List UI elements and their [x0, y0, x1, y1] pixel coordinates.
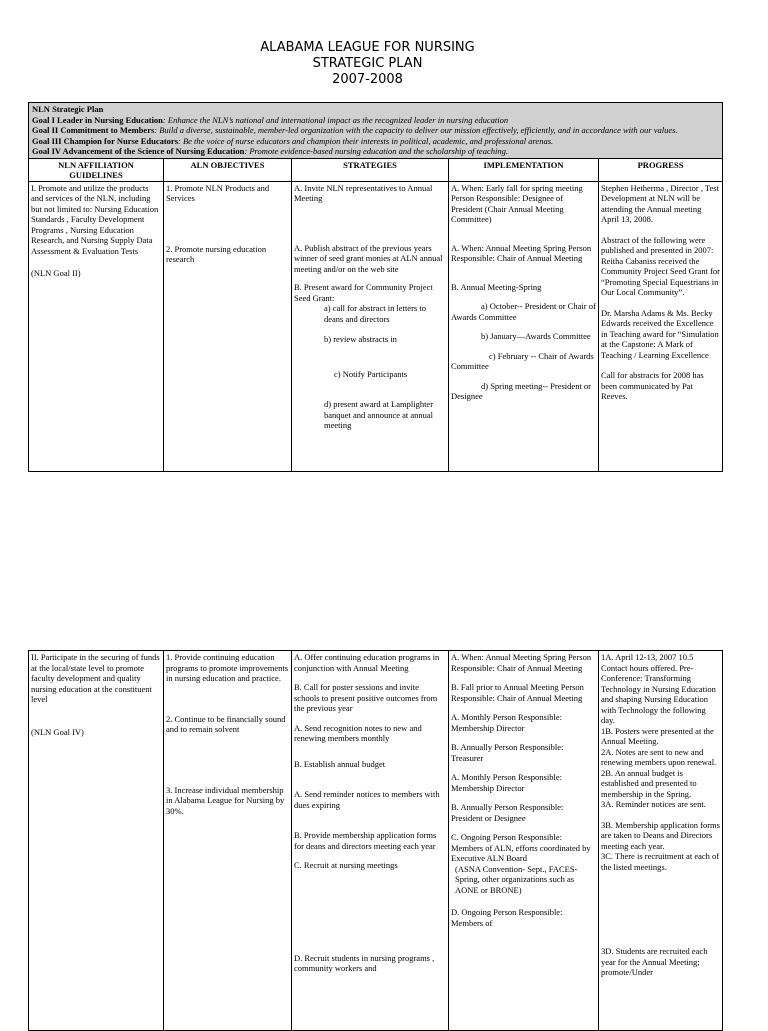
- guideline-cell: [29, 181, 164, 471]
- table-row: [29, 651, 723, 1031]
- progress-item: Dr. Marsha Adams & Ms. Becky Edwards received the Excellence in Teaching award for “Simulation at the Capstone: A Mark of Teaching / Learning Excellence: [601, 307, 719, 360]
- objective-item: 2. Continue to be financially sound and to remain solvent: [166, 713, 286, 734]
- strategy-item: B. Call for poster sessions and invite schools to present positive outcomes from the previous year: [294, 682, 438, 713]
- guideline-cell: [29, 651, 164, 1031]
- objective-item: 3. Increase individual membership in Alabama League for Nursing by 30%.: [166, 784, 285, 816]
- goal-4: Goal IV Advancement of the Science of Nursing Education: Promote evidence-based nursing education and the scholarship of teaching.: [32, 146, 508, 156]
- goal-3: Goal III Champion for Nurse Educators: Be the voice of nurse educators and champion their interests in political, academic, and professional arenas.: [32, 135, 554, 146]
- document-title: [0, 40, 735, 88]
- progress-item: 2A. Notes are sent to new and renewing members upon renewal.: [601, 746, 717, 767]
- implementation-item: A. When: Early fall for spring meeting Person Responsible: Designee of President (Chair Annual Meeting Committee): [451, 182, 583, 224]
- implementation-item: A. When: Annual Meeting Spring Person Responsible: Chair of Annual Meeting: [451, 652, 592, 673]
- guideline-text: I. Promote and utilize the products and services of the NLN, including but not limited to: Nursing Education Standards , Faculty Development Programs , Nursing Education Research, and Nursing Supply Data Assessment & Evaluation Tests: [31, 182, 159, 256]
- implementation-item: B. Annually Person Responsible: Treasurer: [451, 742, 564, 763]
- strategy-item: A. Offer continuing education programs in conjunction with Annual Meeting: [294, 652, 440, 673]
- progress-item: 3A. Reminder notices are sent.: [601, 799, 706, 809]
- progress-cell: [599, 651, 723, 1031]
- strategy-cell: [292, 651, 449, 1031]
- progress-item: 3B. Membership application forms are taken to Deans and Directors meeting each year.: [601, 819, 720, 851]
- progress-item: Stephen Hetherma , Director , Test Development at NLN will be attending the Annual meeting April 13, 2008.: [601, 182, 719, 224]
- objective-item: 1. Promote NLN Products and Services: [166, 182, 270, 203]
- strategy-subitem: c) Notify Participants: [334, 368, 408, 379]
- goals-row: [29, 103, 723, 159]
- implementation-cell: [449, 181, 599, 471]
- implementation-item: A. Monthly Person Responsible: Membership Director: [451, 712, 562, 733]
- progress-cell: [599, 181, 723, 471]
- title-line-plan: STRATEGIC PLAN: [312, 56, 423, 71]
- strategy-item: A. Send reminder notices to members with dues expiring: [294, 789, 440, 810]
- title-line-year: 2007-2008: [332, 72, 403, 87]
- column-header-progress: PROGRESS: [599, 158, 723, 181]
- implementation-item: D. Ongoing Person Responsible: Members of: [451, 907, 563, 928]
- column-header-row: [29, 158, 723, 181]
- objective-cell: [164, 651, 292, 1031]
- progress-item: 1A. April 12-13, 2007 10.5 Contact hours offered. Pre-Conference: Transforming Technology in Nursing Education and shaping Nursing Education with Technology the following day.: [601, 652, 716, 725]
- implementation-subitem: a) October-- President or Chair of Awards Committee: [451, 301, 596, 322]
- implementation-item: C. Ongoing Person Responsible: Members of ALN, efforts coordinated by Executive ALN Board: [451, 832, 591, 863]
- strategy-item: A. Publish abstract of the previous years winner of seed grant monies at ALN annual meeting and/or on the web site: [294, 242, 443, 274]
- implementation-cell: [449, 651, 599, 1031]
- progress-item: 2B. An annual budget is established and presented to membership in the Spring.: [601, 767, 697, 799]
- column-header-objectives: ALN OBJECTIVES: [164, 158, 292, 181]
- guideline-text: II. Participate in the securing of funds at the local/state level to promote faculty development and quality nursing education at the constituent level: [31, 652, 160, 704]
- goals-box: [29, 103, 723, 159]
- strategy-item: D. Recruit students in nursing programs , community workers and: [294, 952, 435, 973]
- goal-1: Goal I Leader in Nursing Education: Enhance the NLN’s national and international impact as the recognized leader in nursing education: [32, 114, 509, 125]
- guideline-goal-ref: (NLN Goal IV): [31, 726, 84, 737]
- strategic-plan-table-page2: [28, 650, 723, 1031]
- column-header-implementation: IMPLEMENTATION: [449, 158, 599, 181]
- strategy-item: A. Send recognition notes to new and renewing members monthly: [294, 722, 422, 743]
- column-header-strategies: STRATEGIES: [292, 158, 449, 181]
- implementation-item: A. Monthly Person Responsible: Membership Director: [451, 772, 562, 793]
- guideline-goal-ref: (NLN Goal II): [31, 268, 81, 278]
- column-header-guidelines: NLN AFFILIATION GUIDELINES: [29, 158, 164, 181]
- strategy-subitem: a) call for abstract in letters to deans and directors: [324, 303, 426, 324]
- implementation-subitem: c) February -- Chair of Awards Committee: [451, 350, 594, 371]
- goal-2: Goal II Commitment to Members: Build a diverse, sustainable, member-led organization with the capacity to deliver our mission effectively, efficiently, and in accordance with our values.: [32, 125, 678, 135]
- strategic-plan-table-page1: [28, 102, 723, 472]
- implementation-item: A. When: Annual Meeting Spring Person Responsible: Chair of Annual Meeting: [451, 242, 592, 263]
- implementation-item: B. Annually Person Responsible: President or Designee: [451, 802, 564, 823]
- strategy-item: C. Recruit at nursing meetings: [294, 860, 398, 870]
- strategy-cell: [292, 181, 449, 471]
- strategy-item: A. Invite NLN representatives to Annual Meeting: [294, 182, 433, 203]
- progress-item: 3C. There is recruitment at each of the listed meetings.: [601, 851, 720, 872]
- table-row: [29, 181, 723, 471]
- strategy-item: B. Establish annual budget: [294, 758, 386, 769]
- implementation-item: B. Fall prior to Annual Meeting Person Responsible: Chair of Annual Meeting: [451, 682, 584, 703]
- progress-item: 3D. Students are recruited each year for the Annual Meeting; promote/Under: [601, 946, 708, 977]
- goals-heading: NLN Strategic Plan: [32, 104, 104, 114]
- title-line-organization: ALABAMA LEAGUE FOR NURSING: [260, 40, 475, 55]
- objective-cell: [164, 181, 292, 471]
- strategy-item: B. Provide membership application forms for deans and directors meeting each year: [294, 830, 437, 851]
- strategy-subitem: d) present award at Lamplighter banquet and announce at annual meeting: [324, 399, 434, 430]
- objective-item: 2. Promote nursing education research: [166, 243, 267, 264]
- implementation-subitem: d) Spring meeting-- President or Designee: [451, 380, 592, 401]
- progress-item: Call for abstracts for 2008 has been communicated by Pat Reeves.: [601, 370, 704, 401]
- implementation-subitem: b) January—Awards Committee: [481, 331, 591, 341]
- strategy-item: B. Present award for Community Project Seed Grant:: [294, 282, 433, 303]
- implementation-item: B. Annual Meeting-Spring: [451, 281, 542, 292]
- implementation-note: (ASNA Convention- Sept., FACES- Spring, other organizations such as AONE or BRONE): [455, 863, 578, 895]
- progress-item: Abstract of the following were published and presented in 2007: Reitha Cabaniss received the Community Project Seed Grant for “Promoting Special Equestrians in Our Local Community”.: [601, 234, 720, 297]
- progress-item: 1B. Posters were presented at the Annual Meeting.: [601, 725, 714, 746]
- objective-item: 1. Provide continuing education programs to promote improvements in nursing education and practice.: [166, 652, 289, 683]
- strategy-subitem: b) review abstracts in: [324, 334, 397, 344]
